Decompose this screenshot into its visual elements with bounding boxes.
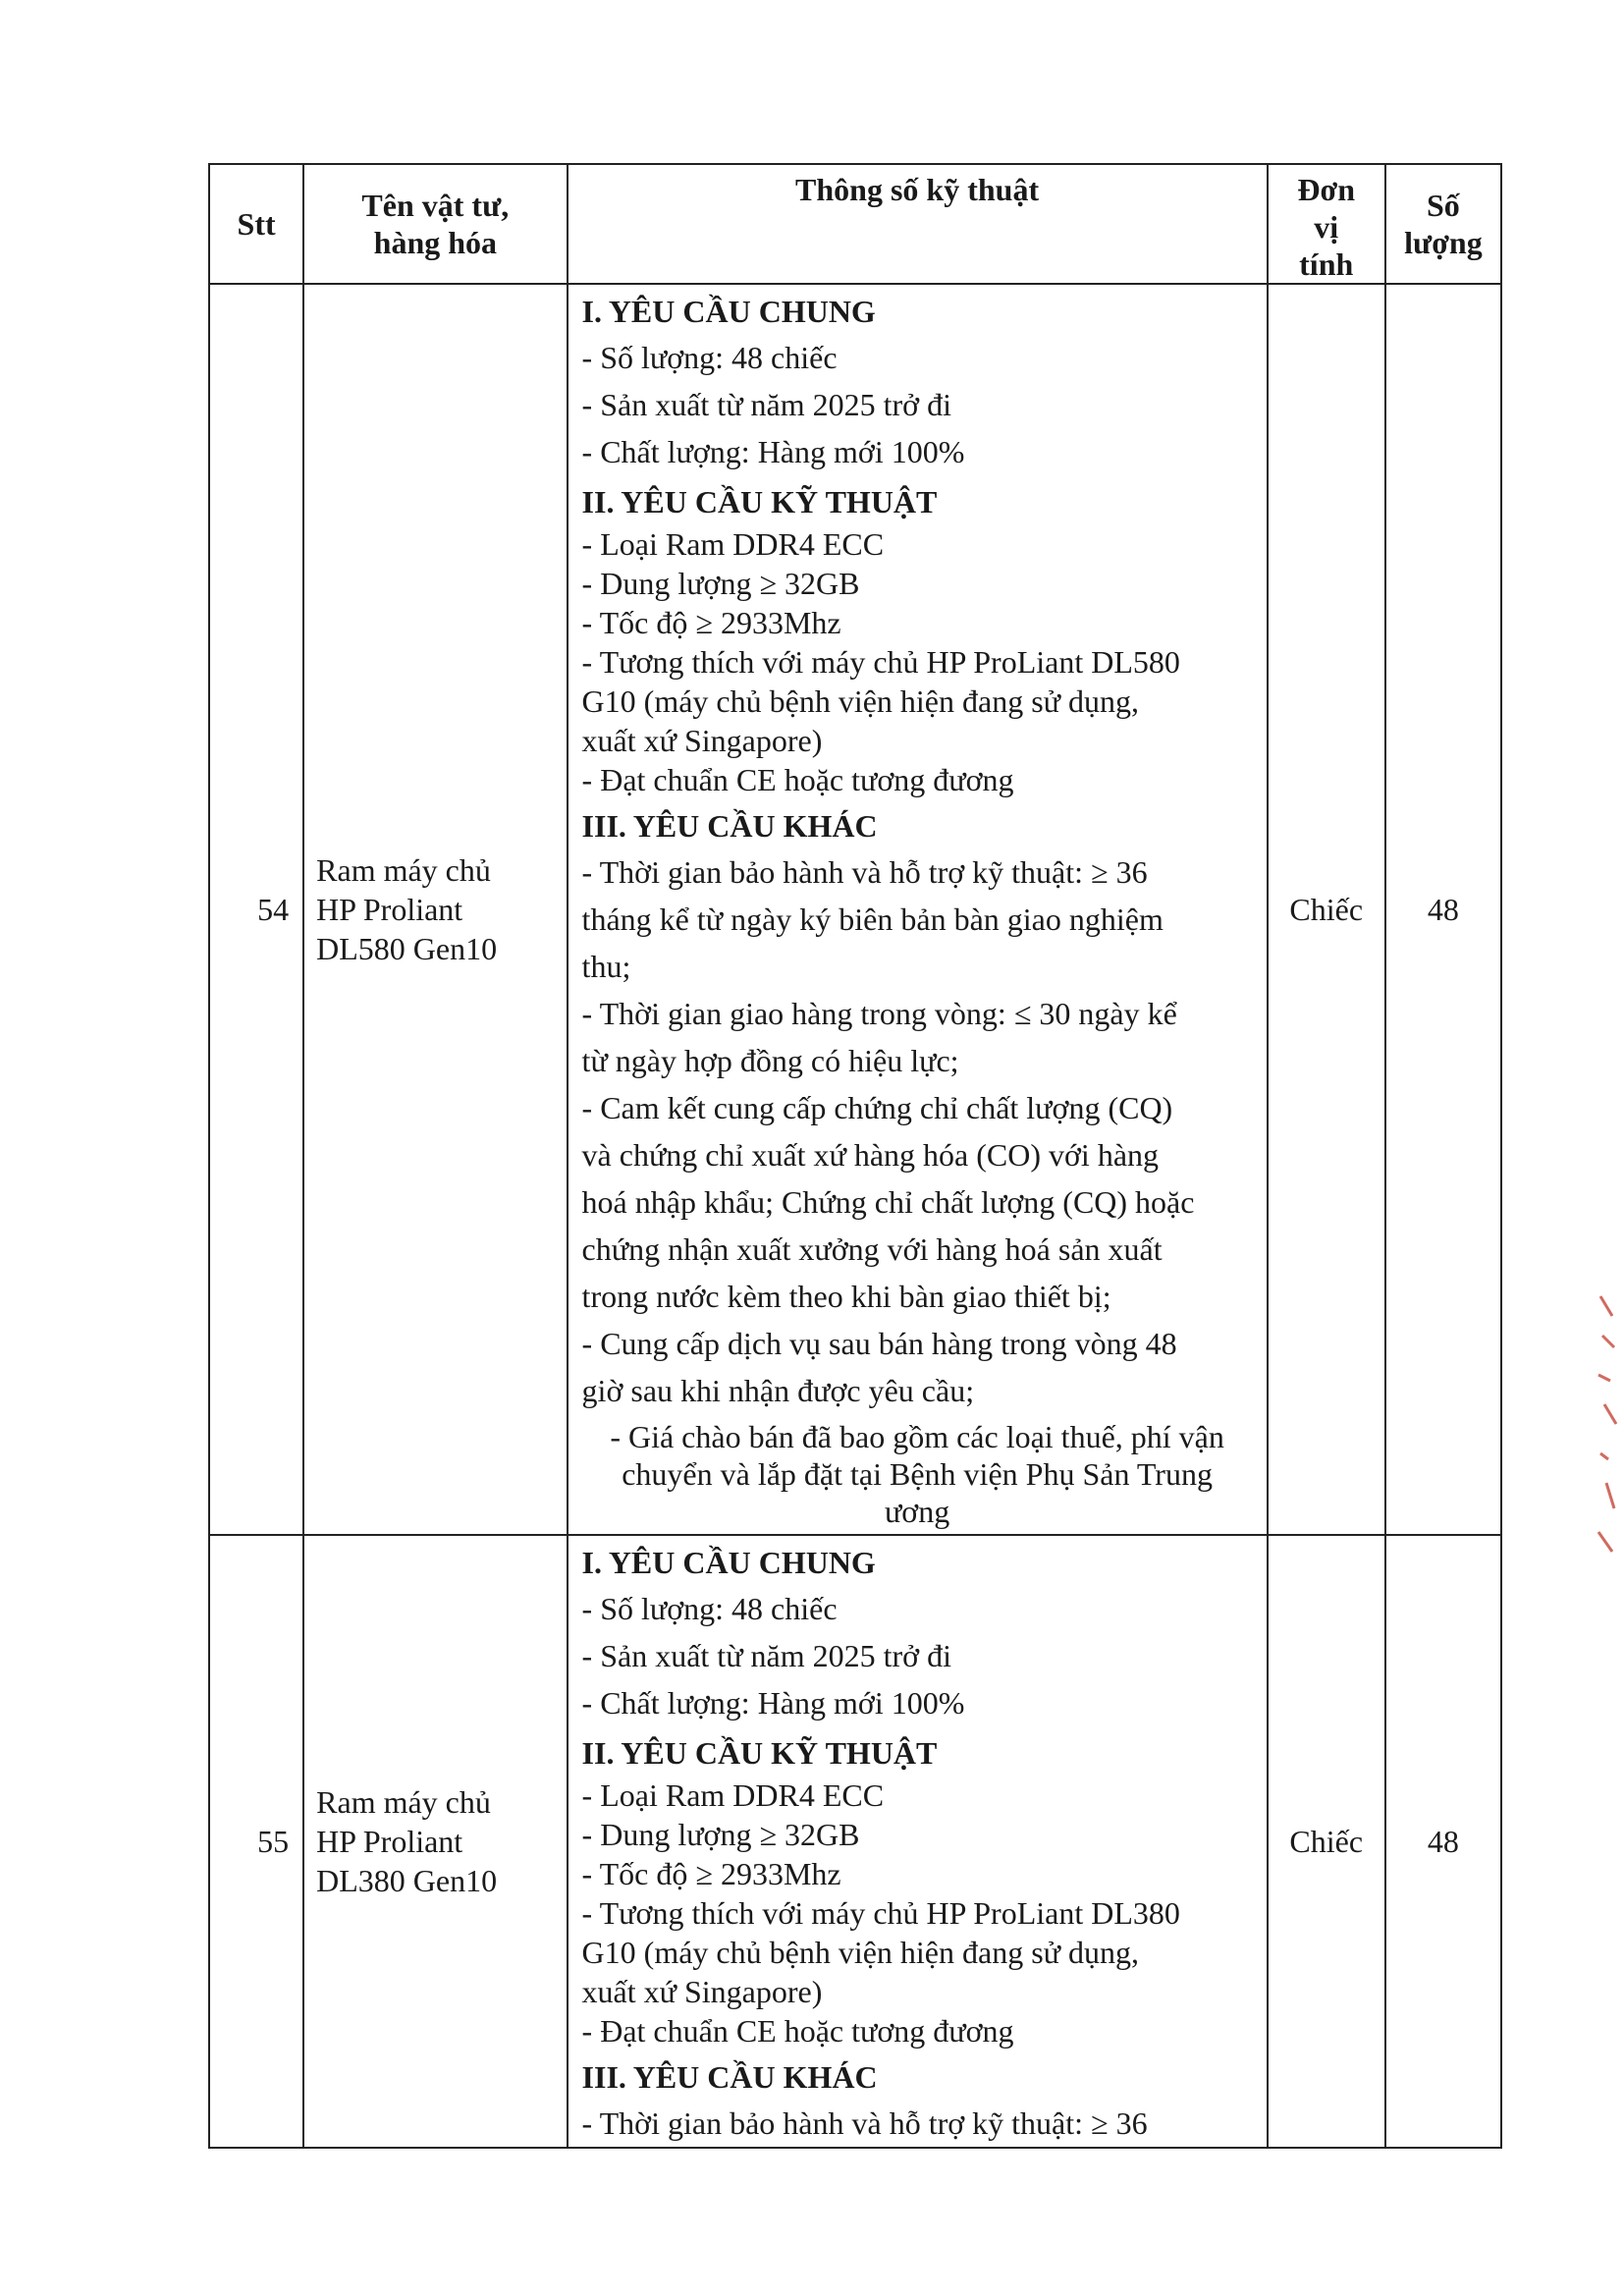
spec-item: tháng kể từ ngày ký biên bản bàn giao nghiệm (581, 902, 1164, 937)
spec-item: - Tương thích với máy chủ HP ProLiant DL580 (581, 644, 1180, 680)
spec-item: G10 (máy chủ bệnh viện hiện đang sử dụng, (581, 683, 1139, 719)
section-heading: II. YÊU CẦU KỸ THUẬT (581, 1735, 938, 1771)
spec-item: thu; (581, 949, 631, 984)
spec-item: giờ sau khi nhận được yêu cầu; (581, 1373, 975, 1408)
spec-item: - Thời gian bảo hành và hỗ trợ kỹ thuật: ≥ 36 (581, 2105, 1148, 2141)
spec-item: - Chất lượng: Hàng mới 100% (581, 1685, 965, 1721)
spec-item: - Thời gian bảo hành và hỗ trợ kỹ thuật: ≥ 36 (581, 854, 1148, 890)
spec-item: xuất xứ Singapore) (581, 1974, 823, 2009)
spec-item: trong nước kèm theo khi bàn giao thiết bị; (581, 1279, 1111, 1314)
section-heading: I. YÊU CẦU CHUNG (581, 294, 876, 329)
header-name-text: Tên vật tư, hàng hóa (361, 188, 510, 260)
spec-item: - Giá chào bán đã bao gồm các loại thuế, phí vận (610, 1419, 1224, 1454)
spec-item: và chứng chỉ xuất xứ hàng hóa (CO) với hàng (581, 1137, 1160, 1173)
spec-item: từ ngày hợp đồng có hiệu lực; (581, 1043, 959, 1078)
spec-item: - Cam kết cung cấp chứng chỉ chất lượng (CQ) (581, 1090, 1173, 1125)
spec-item: - Tốc độ ≥ 2933Mhz (581, 605, 841, 640)
spec-item: chứng nhận xuất xưởng với hàng hoá sản xuất (581, 1231, 1163, 1267)
row-name-line: HP Proliant (316, 1824, 463, 1859)
header-spec: Thông số kỹ thuật (568, 164, 1268, 284)
header-stt: Stt (209, 164, 303, 284)
spec-item: - Tương thích với máy chủ HP ProLiant DL380 (581, 1895, 1180, 1931)
row-stt: 55 (209, 1535, 303, 2148)
row-qty: 48 (1385, 284, 1501, 1535)
spec-item: - Số lượng: 48 chiếc (581, 340, 838, 375)
spec-item: - Chất lượng: Hàng mới 100% (581, 434, 965, 469)
header-qty (1385, 164, 1501, 284)
spec-item: - Đạt chuẩn CE hoặc tương đương (581, 762, 1014, 797)
table-row (209, 284, 1501, 1535)
spec-item: - Dung lượng ≥ 32GB (581, 1817, 860, 1852)
header-name (303, 164, 567, 284)
row-name-line: DL580 Gen10 (316, 931, 498, 966)
specs-table (208, 163, 1502, 2149)
spec-item: - Sản xuất từ năm 2025 trở đi (581, 1638, 951, 1673)
spec-item: - Tốc độ ≥ 2933Mhz (581, 1856, 841, 1891)
row-name-line: Ram máy chủ (316, 1784, 491, 1820)
row-name-line: Ram máy chủ (316, 852, 491, 888)
row-spec (568, 284, 1268, 1535)
spec-item: G10 (máy chủ bệnh viện hiện đang sử dụng, (581, 1935, 1139, 1970)
row-name (303, 284, 567, 1535)
spec-item: ương (884, 1494, 950, 1529)
spec-item: chuyển và lắp đặt tại Bệnh viện Phụ Sản Trung (622, 1456, 1213, 1492)
spec-item: - Sản xuất từ năm 2025 trở đi (581, 387, 951, 422)
section-heading: III. YÊU CẦU KHÁC (581, 2059, 878, 2095)
red-stamp-fragment (1595, 1286, 1618, 1581)
spec-item: - Dung lượng ≥ 32GB (581, 566, 860, 601)
section-heading: III. YÊU CẦU KHÁC (581, 808, 878, 844)
spec-item: - Loại Ram DDR4 ECC (581, 1777, 885, 1813)
spec-item: xuất xứ Singapore) (581, 723, 823, 758)
row-unit: Chiếc (1268, 1535, 1385, 2148)
spec-item: - Loại Ram DDR4 ECC (581, 526, 885, 562)
spec-item: - Cung cấp dịch vụ sau bán hàng trong vòng 48 (581, 1326, 1177, 1361)
row-stt: 54 (209, 284, 303, 1535)
row-name-line: HP Proliant (316, 892, 463, 927)
table-row (209, 1535, 1501, 2148)
row-unit: Chiếc (1268, 284, 1385, 1535)
spec-item: - Số lượng: 48 chiếc (581, 1591, 838, 1626)
spec-item: - Thời gian giao hàng trong vòng: ≤ 30 ngày kể (581, 996, 1177, 1031)
header-unit (1268, 164, 1385, 284)
header-qty-text: Số lượng (1404, 188, 1483, 260)
section-heading: I. YÊU CẦU CHUNG (581, 1545, 876, 1580)
header-unit-text: Đơn vị tính (1297, 172, 1356, 282)
spec-item: hoá nhập khẩu; Chứng chỉ chất lượng (CQ) hoặc (581, 1184, 1195, 1220)
row-name (303, 1535, 567, 2148)
header-row (209, 164, 1501, 284)
spec-item: - Đạt chuẩn CE hoặc tương đương (581, 2013, 1014, 2049)
section-heading: II. YÊU CẦU KỸ THUẬT (581, 484, 938, 519)
row-qty: 48 (1385, 1535, 1501, 2148)
row-name-line: DL380 Gen10 (316, 1863, 498, 1898)
row-spec (568, 1535, 1268, 2148)
